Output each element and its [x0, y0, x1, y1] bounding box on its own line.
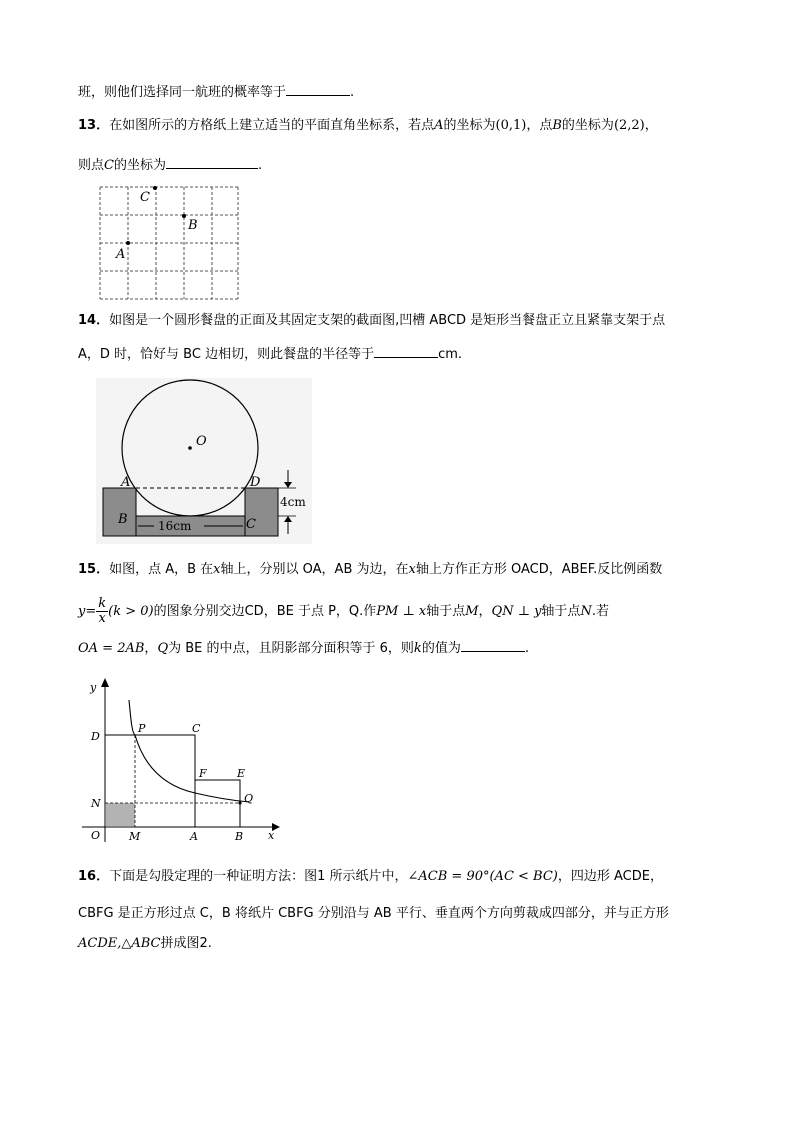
svg-text:x: x [268, 829, 275, 842]
svg-text:O: O [196, 434, 207, 449]
grid-figure-13 [96, 184, 242, 302]
svg-text:A: A [121, 475, 131, 490]
q15-line2: y= $\frac{k}{x}$ (k > 0)的图象分别交边CD，BE 于点 P，Q.作PM ⊥ x轴于点M，QN ⊥ y轴于点N.若 [78, 596, 609, 626]
q14-line1: 14．如图是一个圆形餐盘的正面及其固定支架的截面图,凹槽 ABCD 是矩形当餐盘正立且紧靠支架于点 [78, 313, 666, 328]
question-number-14: 14． [78, 313, 110, 328]
answer-blank-12[interactable] [286, 81, 350, 96]
svg-text:D: D [250, 475, 261, 490]
svg-text:N: N [91, 797, 101, 810]
svg-text:Q: Q [244, 792, 254, 805]
label-c: C [140, 190, 150, 205]
point-a [126, 241, 130, 245]
q12-tail-text: 班，则他们选择同一航班的概率等于 [78, 85, 287, 100]
point-b [182, 214, 186, 218]
q13-line1: 13．在如图所示的方格纸上建立适当的平面直角坐标系，若点A的坐标为(0,1)，点B的坐标为(2,2)， [78, 118, 658, 133]
q15-line3: OA = 2AB，Q为 BE 的中点，且阴影部分面积等于 6，则k的值为 . [78, 637, 529, 659]
q15-line1: 15．如图，点 A，B 在x轴上，分别以 OA，AB 为边，在x轴上方作正方形 OACD，ABEF.反比例函数 [78, 562, 663, 577]
svg-text:F: F [199, 767, 207, 780]
answer-blank-13[interactable] [166, 154, 258, 169]
svg-text:B: B [235, 830, 244, 842]
svg-text:D: D [91, 730, 100, 743]
q16-line3: ACDE,△ABC拼成图2. [78, 936, 212, 951]
height-label: 4cm [280, 495, 306, 509]
q12-tail-line: 班，则他们选择同一航班的概率等于 . [78, 81, 354, 103]
hyperbola-curve [129, 700, 249, 802]
svg-text:O: O [91, 829, 101, 842]
q14-line2: A，D 时，恰好与 BC 边相切，则此餐盘的半径等于 cm. [78, 343, 462, 365]
svg-text:C: C [192, 722, 201, 735]
svg-text:A: A [190, 830, 198, 842]
q13-line2: 则点C的坐标为 . [78, 154, 262, 176]
shaded-area [106, 803, 135, 826]
plate-figure-14 [96, 378, 312, 544]
center-point [188, 446, 192, 450]
question-number-15: 15． [78, 562, 110, 577]
svg-text:M: M [129, 830, 141, 842]
label-b: B [188, 218, 198, 233]
question-number-16: 16． [78, 869, 110, 884]
svg-text:E: E [237, 767, 246, 780]
point-c [153, 186, 157, 190]
svg-text:B: B [118, 512, 128, 527]
width-label: 16cm [158, 519, 192, 533]
square-abef [195, 780, 240, 827]
svg-text:C: C [246, 517, 256, 532]
q16-line1: 16．下面是勾股定理的一种证明方法：图1 所示纸片中，∠ACB = 90°(AC < BC)，四边形 ACDE， [78, 869, 663, 884]
answer-blank-14[interactable] [374, 343, 438, 358]
q16-line2: CBFG 是正方形过点 C，B 将纸片 CBFG 分别沿与 AB 平行、垂直两个方向剪裁成四部分，并与正方形 [78, 906, 669, 921]
function-figure-15 [82, 676, 282, 842]
label-a: A [116, 247, 126, 262]
answer-blank-15[interactable] [461, 637, 525, 652]
fraction-k-over-x: $\frac{k}{x}$ [98, 596, 107, 626]
svg-text:y: y [90, 681, 97, 694]
svg-text:P: P [138, 722, 146, 735]
question-number-13: 13． [78, 118, 110, 133]
